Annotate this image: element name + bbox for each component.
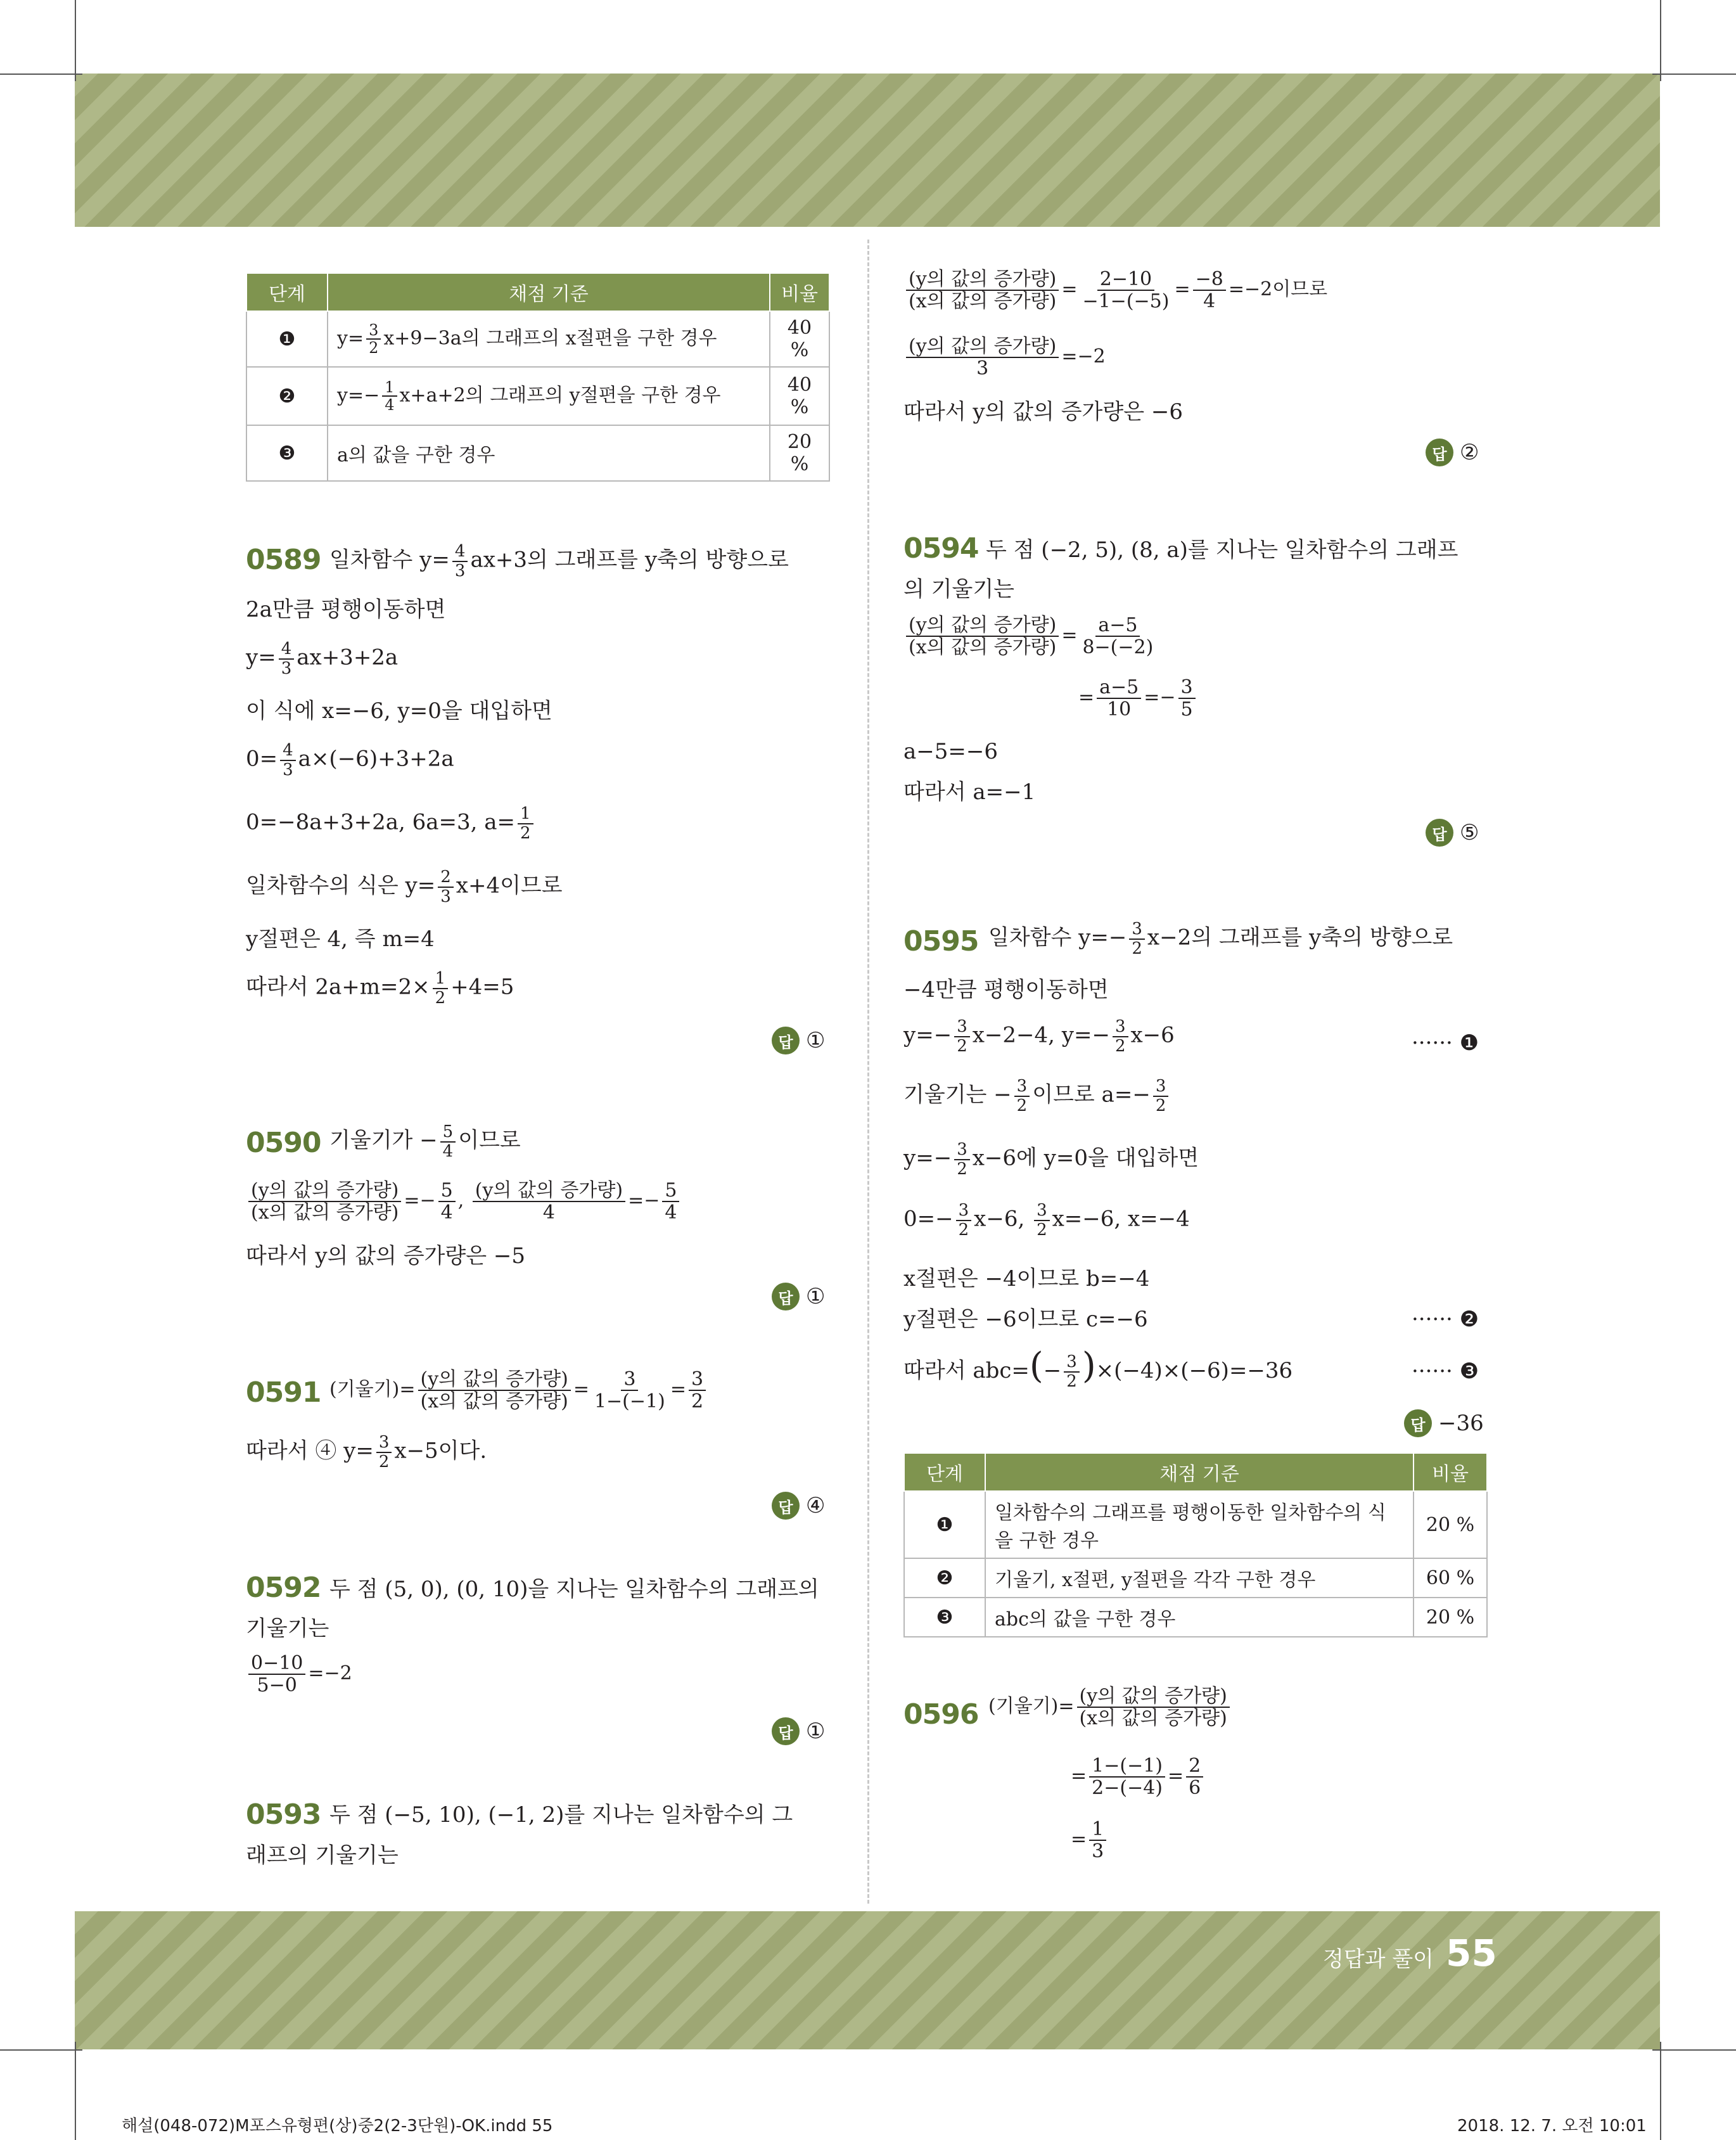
problem-number: 0591 — [246, 1376, 321, 1409]
problem-number: 0595 — [903, 925, 979, 958]
text: =−2 — [308, 1662, 352, 1684]
solution-line: 따라서 abc=(− $\frac{3}{2}$ )×(−4)×(−6)=−36 — [903, 1345, 1293, 1391]
text: 기울기는 − — [903, 1082, 1012, 1108]
text: x−6에 y=0을 대입하면 — [972, 1145, 1199, 1171]
table-row — [246, 311, 829, 367]
solution-line: x절편은 −4이므로 b=−4 — [903, 1266, 1150, 1291]
text: (y의 값의 증가량) — [473, 1180, 625, 1202]
text: a×(−6)+3+2a — [298, 746, 454, 772]
table-row — [246, 425, 829, 481]
criteria-cell: a의 값을 구한 경우 — [328, 425, 770, 481]
problem-number: 0596 — [903, 1698, 979, 1731]
text: (y의 값의 증가량) — [906, 269, 1059, 291]
table-row — [904, 1558, 1487, 1598]
problem-number: 0593 — [246, 1798, 321, 1831]
solution-line: (기울기)= $\frac{\text{(y의 값의 증가량)}}{\text{(x의 값의 증가량)}}$ = $\frac{3}{1-(-1)}$ = $\frac{3}{2}$ — [329, 1369, 708, 1412]
answer-value: ① — [806, 1719, 826, 1744]
text: (기울기)= — [988, 1695, 1075, 1717]
criteria-cell: y= $\frac{3}{2}$ x+9−3a의 그래프의 x절편을 구한 경우 — [328, 311, 770, 367]
text: 기울기가 − — [329, 1127, 438, 1153]
ratio-cell: 60 % — [1414, 1558, 1487, 1598]
ratio-cell: 20 % — [770, 425, 829, 481]
step-marker: ······ ❸ — [1412, 1359, 1479, 1384]
footer-band — [75, 1911, 1660, 2049]
solution-line: 이 식에 x=−6, y=0을 대입하면 — [246, 698, 552, 724]
text: +4=5 — [450, 974, 514, 1000]
text: 따라서 2a+m=2× — [246, 974, 430, 1000]
step-cell: ❶ — [246, 311, 328, 367]
answer — [772, 1717, 825, 1745]
text: (x의 값의 증가량) — [1079, 1707, 1227, 1729]
table-header: 단계 — [246, 273, 328, 311]
answer-value: ① — [806, 1028, 826, 1053]
step-marker: ······ ❶ — [1412, 1030, 1479, 1056]
criteria-cell: 일차함수의 그래프를 평행이동한 일차함수의 식을 구한 경우 — [985, 1491, 1414, 1558]
answer-value: ④ — [806, 1493, 826, 1518]
text: 일차함수 y=− — [988, 925, 1127, 951]
answer-badge-icon: 답 — [1426, 439, 1453, 466]
criteria-cell: 기울기, x절편, y절편을 각각 구한 경우 — [985, 1558, 1414, 1598]
solution-line: 두 점 (5, 0), (0, 10)을 지나는 일차함수의 그래프의 — [329, 1577, 819, 1602]
answer-value: −36 — [1438, 1411, 1484, 1436]
ratio-cell: 40 % — [770, 367, 829, 425]
solution-line: y= $\frac{4}{3}$ ax+3+2a — [246, 639, 399, 678]
answer — [1404, 1409, 1484, 1437]
text: 0=−8a+3+2a, 6a=3, a= — [246, 809, 516, 835]
solution-line: = $\frac{a-5}{10}$ =− $\frac{3}{5}$ — [1078, 677, 1198, 720]
crop-mark — [0, 74, 82, 75]
crop-mark — [0, 2049, 82, 2051]
text: (y의 값의 증가량) — [906, 336, 1059, 358]
solution-line: a−5=−6 — [903, 739, 998, 764]
text: (y의 값의 증가량) — [1077, 1686, 1230, 1708]
answer — [772, 1492, 825, 1520]
text: (기울기)= — [329, 1378, 416, 1400]
text: (x의 값의 증가량) — [909, 290, 1057, 312]
text: x−2의 그래프를 y축의 방향으로 — [1147, 925, 1453, 951]
solution-line: 일차함수 y=− $\frac{3}{2}$ x−2의 그래프를 y축의 방향으로 — [988, 919, 1453, 958]
text: 일차함수 y= — [329, 547, 450, 573]
crop-mark — [1652, 74, 1736, 75]
solution-line: 두 점 (−5, 10), (−1, 2)를 지나는 일차함수의 그 — [329, 1802, 793, 1828]
text: (x의 값의 증가량) — [420, 1390, 568, 1413]
table-row — [904, 1491, 1487, 1558]
text: ax+3+2a — [297, 644, 399, 670]
solution-line: −4만큼 평행이동하면 — [903, 977, 1109, 1003]
crop-mark — [75, 2042, 76, 2140]
criteria-text: x+a+2의 그래프의 y절편을 구한 경우 — [399, 384, 721, 406]
crop-mark — [75, 0, 76, 81]
solution-line: y=− $\frac{3}{2}$ x−2−4, y=− $\frac{3}{2}$ x−6 — [903, 1017, 1175, 1056]
footer-title: 정답과 풀이 — [1323, 1947, 1434, 1972]
answer — [1426, 819, 1479, 847]
text: ×(−4)×(−6)=−36 — [1095, 1358, 1293, 1383]
solution-line: 0=−8a+3+2a, 6a=3, a= $\frac{1}{2}$ — [246, 805, 536, 842]
column-divider — [867, 240, 869, 1904]
answer — [1426, 439, 1479, 466]
solution-line: $\frac{\text{(y의 값의 증가량)}}{\text{(x의 값의 증가량)}}$ =− $\frac{5}{4}$ , $\frac{\text{(y의 값의 증가량)}}{4}$ =− $\frac{5}{4}$ — [246, 1180, 682, 1223]
table-header: 비율 — [1414, 1453, 1487, 1491]
problem-number: 0589 — [246, 544, 321, 576]
answer-badge-icon: 답 — [1426, 819, 1453, 847]
solution-line: = $\frac{1}{3}$ — [1071, 1819, 1109, 1862]
solution-line: 따라서 y의 값의 증가량은 −6 — [903, 399, 1183, 425]
text: x−5이다. — [394, 1438, 487, 1464]
text: (y의 값의 증가량) — [906, 615, 1059, 637]
problem-number: 0590 — [246, 1127, 321, 1159]
text: =−2이므로 — [1228, 278, 1328, 300]
text: 이므로 a=− — [1032, 1082, 1151, 1108]
solution-line: 따라서 2a+m=2× $\frac{1}{2}$ +4=5 — [246, 969, 514, 1008]
answer-value: ② — [1460, 440, 1479, 465]
solution-line: 두 점 (−2, 5), (8, a)를 지나는 일차함수의 그래프 — [986, 537, 1458, 563]
solution-line: 래프의 기울기는 — [246, 1843, 399, 1868]
crop-mark — [1660, 0, 1661, 81]
answer-badge-icon: 답 — [772, 1283, 800, 1310]
answer — [772, 1027, 825, 1054]
text: (y의 값의 증가량) — [248, 1180, 401, 1202]
text: (y의 값의 증가량) — [418, 1369, 571, 1391]
text: ax+3의 그래프를 y축의 방향으로 — [470, 547, 789, 573]
step-cell: ❷ — [246, 367, 328, 425]
ratio-cell: 20 % — [1414, 1491, 1487, 1558]
solution-line: $\frac{0-10}{5-0}$ =−2 — [246, 1653, 352, 1696]
solution-line: 일차함수의 식은 y= $\frac{2}{3}$ x+4이므로 — [246, 868, 563, 906]
answer — [772, 1283, 825, 1310]
slug-timestamp: 2018. 12. 7. 오전 10:01 — [1457, 2117, 1647, 2136]
solution-line: $\frac{\text{(y의 값의 증가량)}}{3}$ =−2 — [903, 336, 1106, 379]
table-header: 단계 — [904, 1453, 985, 1491]
answer-value: ⑤ — [1460, 820, 1479, 845]
criteria-cell: abc의 값을 구한 경우 — [985, 1598, 1414, 1637]
solution-line: = $\frac{1-(-1)}{2-(-4)}$ = $\frac{2}{6}$ — [1071, 1755, 1206, 1798]
criteria-cell: y=− $\frac{1}{4}$ x+a+2의 그래프의 y절편을 구한 경우 — [328, 367, 770, 425]
solution-line: 기울기가 − $\frac{5}{4}$ 이므로 — [329, 1122, 521, 1161]
text: 이므로 — [458, 1127, 521, 1153]
solution-line: 0=− $\frac{3}{2}$ x−6, $\frac{3}{2}$ x=−6, x=−4 — [903, 1201, 1190, 1240]
header-band — [75, 74, 1660, 227]
crop-mark — [1660, 2042, 1661, 2140]
answer-badge-icon: 답 — [1404, 1409, 1432, 1437]
solution-line: $\frac{\text{(y의 값의 증가량)}}{\text{(x의 값의 증가량)}}$ = $\frac{a-5}{8-(-2)}$ — [903, 615, 1158, 658]
ratio-cell: 20 % — [1414, 1598, 1487, 1637]
solution-line: 의 기울기는 — [903, 577, 1015, 602]
text: (x의 값의 증가량) — [251, 1201, 399, 1224]
table-row — [904, 1598, 1487, 1637]
solution-line: 기울기는 − $\frac{3}{2}$ 이므로 a=− $\frac{3}{2}$ — [903, 1077, 1171, 1115]
table-header: 비율 — [770, 273, 829, 311]
solution-line: 2a만큼 평행이동하면 — [246, 597, 446, 622]
text: (x의 값의 증가량) — [909, 636, 1057, 658]
scoring-table-2 — [903, 1452, 1488, 1637]
problem-number: 0594 — [903, 532, 979, 565]
text: 일차함수의 식은 y= — [246, 873, 436, 899]
solution-line: y절편은 4, 즉 m=4 — [246, 926, 435, 952]
text: 따라서 ④ y= — [246, 1438, 374, 1464]
text: x+4이므로 — [456, 873, 563, 899]
solution-line: 일차함수 y= $\frac{4}{3}$ ax+3의 그래프를 y축의 방향으로 — [329, 542, 789, 580]
scoring-table-1 — [246, 272, 830, 482]
solution-line: 0= $\frac{4}{3}$ a×(−6)+3+2a — [246, 741, 454, 779]
solution-line: y절편은 −6이므로 c=−6 — [903, 1307, 1148, 1332]
step-cell: ❶ — [904, 1491, 985, 1558]
step-marker: ······ ❷ — [1412, 1307, 1479, 1332]
step-cell: ❸ — [904, 1598, 985, 1637]
criteria-text: x+9−3a의 그래프의 x절편을 구한 경우 — [383, 327, 717, 349]
table-header: 채점 기준 — [328, 273, 770, 311]
slug-filename: 해설(048-072)M포스유형편(상)중2(2-3단원)-OK.indd 55 — [122, 2117, 553, 2136]
step-cell: ❸ — [246, 425, 328, 481]
ratio-cell: 40 % — [770, 311, 829, 367]
solution-line: y=− $\frac{3}{2}$ x−6에 y=0을 대입하면 — [903, 1140, 1199, 1179]
answer-badge-icon: 답 — [772, 1717, 800, 1745]
solution-line: 따라서 a=−1 — [903, 779, 1036, 805]
solution-line: 따라서 y의 값의 증가량은 −5 — [246, 1243, 525, 1269]
solution-line: 따라서 ④ y= $\frac{3}{2}$ x−5이다. — [246, 1433, 487, 1471]
page-number: 55 — [1446, 1932, 1497, 1975]
solution-line: $\frac{\text{(y의 값의 증가량)}}{\text{(x의 값의 증가량)}}$ = $\frac{2-10}{-1-(-5)}$ = $\frac{-8}{4}$ =−2이므로 — [903, 269, 1327, 312]
solution-line: 기울기는 — [246, 1616, 329, 1641]
answer-badge-icon: 답 — [772, 1027, 800, 1054]
step-cell: ❷ — [904, 1558, 985, 1598]
solution-line — [988, 1686, 1232, 1729]
table-header: 채점 기준 — [985, 1453, 1414, 1491]
answer-badge-icon: 답 — [772, 1492, 800, 1520]
table-row — [246, 367, 829, 425]
crop-mark — [1652, 2049, 1736, 2051]
text: 따라서 abc= — [903, 1358, 1030, 1383]
problem-number: 0592 — [246, 1572, 321, 1604]
answer-value: ① — [806, 1284, 826, 1309]
